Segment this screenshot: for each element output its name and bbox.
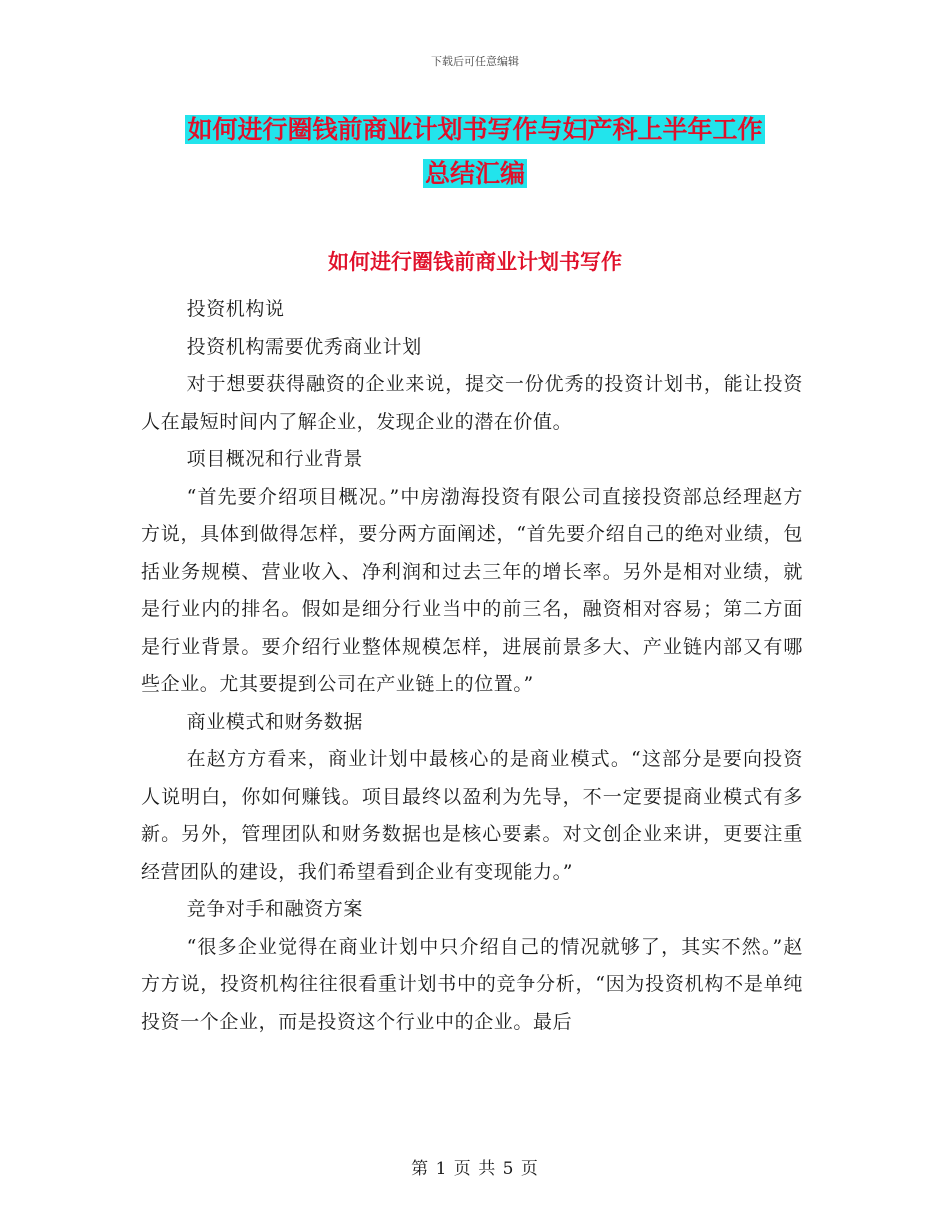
- title-line-1: 如何进行圈钱前商业计划书写作与妇产科上半年工作: [187, 115, 763, 144]
- title-line-2: 总结汇编: [424, 159, 525, 188]
- paragraph: 在赵方方看来，商业计划中最核心的是商业模式。“这部分是要向投资人说明白，你如何赚钱。项目最终以盈利为先导，不一定要提商业模式有多新。另外，管理团队和财务数据也是核心要素。对文创企业来讲，更要注重经营团队的建设，我们希望看到企业有变现能力。”: [141, 748, 803, 883]
- page-footer: 第 1 页 共 5 页: [411, 1159, 539, 1179]
- subheading-project-overview: 项目概况和行业背景: [186, 448, 363, 470]
- subheading-investor: 投资机构说: [186, 298, 285, 320]
- subheading-need-plan: 投资机构需要优秀商业计划: [186, 335, 422, 358]
- paragraph: “首先要介绍项目概况。”中房渤海投资有限公司直接投资部总经理赵方方说，具体到做得怎样，要分两方面阐述，“首先要介绍自己的绝对业绩，包括业务规模、营业收入、净利润和过去三年的增长率。另外是相对业绩，就是行业内的排名。假如是细分行业当中的前三名，融资相对容易；第二方面是行业背景。要介绍行业整体规模怎样，进展前景多大、产业链内部又有哪些企业。尤其要提到公司在产业链上的位置。”: [141, 485, 803, 695]
- paragraph: “很多企业觉得在商业计划中只介绍自己的情况就够了，其实不然。”赵方方说，投资机构往往很看重计划书中的竞争分析，“因为投资机构不是单纯投资一个企业，而是投资这个行业中的企业。最后: [141, 935, 803, 1033]
- subheading-business-model: 商业模式和财务数据: [186, 710, 363, 733]
- document-title: [0, 108, 950, 196]
- header-note: 下载后可任意编辑: [431, 55, 519, 68]
- subheading-competitors: 竞争对手和融资方案: [186, 898, 363, 920]
- paragraph: 对于想要获得融资的企业来说，提交一份优秀的投资计划书，能让投资人在最短时间内了解企业，发现企业的潜在价值。: [141, 373, 803, 433]
- section-title: 如何进行圈钱前商业计划书写作: [328, 249, 622, 274]
- document-body: [141, 291, 803, 1041]
